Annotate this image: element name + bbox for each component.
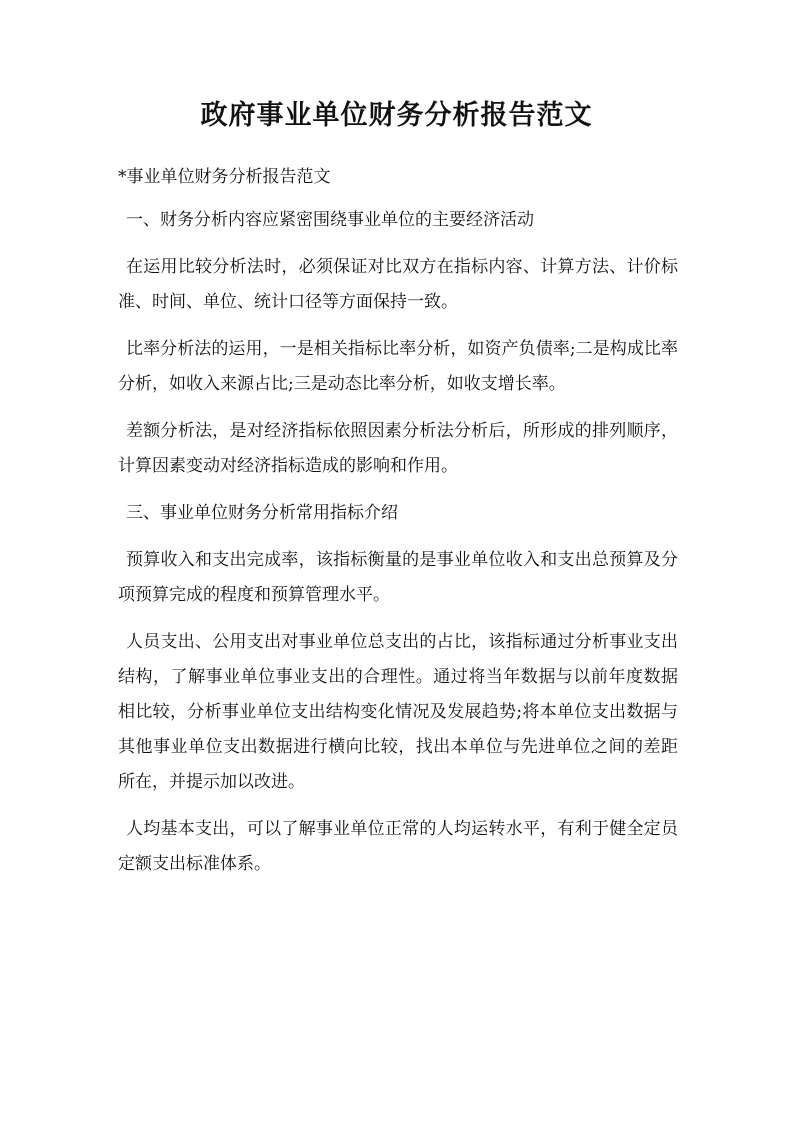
paragraph-ratio-method: 比率分析法的运用，一是相关指标比率分析，如资产负债率;二是构成比率分析，如收入来源占比;三是动态比率分析，如收支增长率。 [118, 339, 678, 394]
paragraph-comparison-method: 在运用比较分析法时，必须保证对比双方在指标内容、计算方法、计价标准、时间、单位、统计口径等方面保持一致。 [118, 257, 678, 312]
paragraph-difference-method: 差额分析法，是对经济指标依照因素分析法分析后，所形成的排列顺序，计算因素变动对经济指标造成的影响和作用。 [118, 421, 678, 476]
paragraph-section-heading-1: 一、财务分析内容应紧密围绕事业单位的主要经济活动 [126, 210, 534, 230]
paragraph-per-capita-expenditure: 人均基本支出，可以了解事业单位正常的人均运转水平，有利于健全定员定额支出标准体系。 [118, 819, 678, 874]
document-body [118, 160, 678, 894]
paragraph-subtitle: *事业单位财务分析报告范文 [118, 167, 331, 187]
paragraph-section-heading-3: 三、事业单位财务分析常用指标介绍 [126, 503, 398, 523]
paragraph-expenditure-ratio: 人员支出、公用支出对事业单位总支出的占比，该指标通过分析事业支出结构，了解事业单位事业支出的合理性。通过将当年数据与以前年度数据相比较，分析事业单位支出结构变化情况及发展趋势;将本单位支出数据与其他事业单位支出数据进行横向比较，找出本单位与先进单位之间的差距所在，并提示加以改进。 [118, 632, 678, 792]
paragraph-budget-completion: 预算收入和支出完成率，该指标衡量的是事业单位收入和支出总预算及分项预算完成的程度和预算管理水平。 [118, 550, 678, 605]
document-title: 政府事业单位财务分析报告范文 [200, 100, 593, 131]
